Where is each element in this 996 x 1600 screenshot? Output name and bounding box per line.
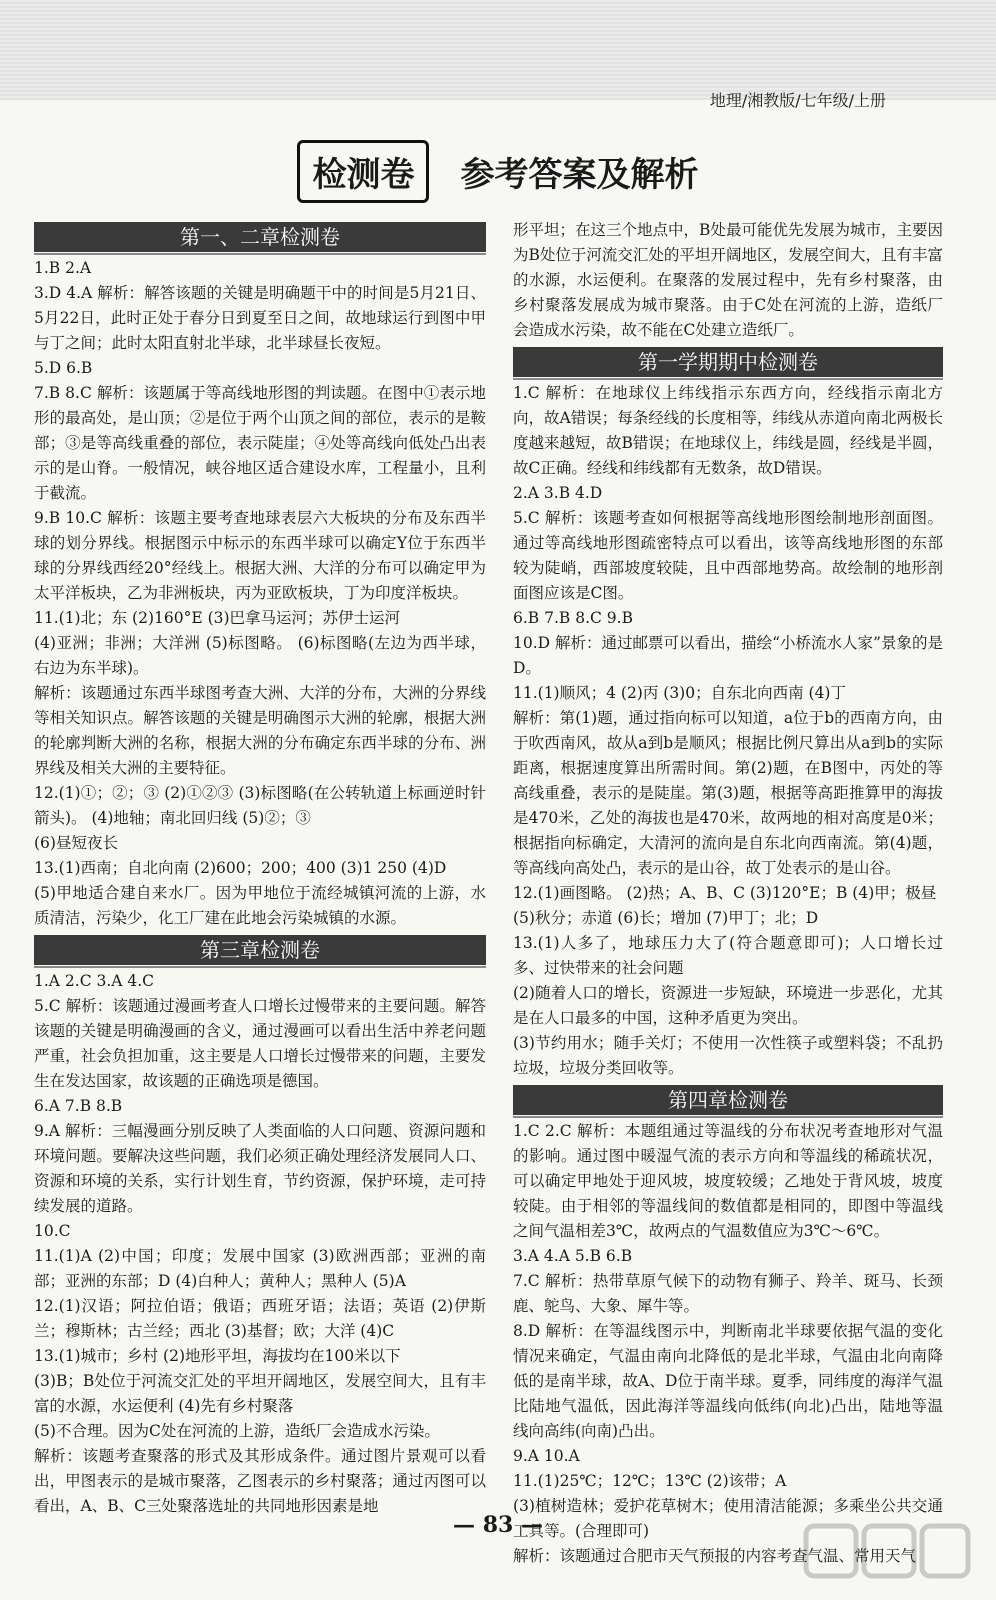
answer-paragraph: 解析：该题通过合肥市天气预报的内容考查气温、常用天气	[513, 1547, 917, 1565]
answer-paragraph: (5)甲地适合建自来水厂。因为甲地位于流经城镇河流的上游，水质清洁，污染少，化工厂建在此地会污染城镇的水源。	[34, 884, 486, 927]
answer-paragraph: 7.B 8.C 解析：该题属于等高线地形图的判读题。在图中①表示地形的最高处，是山顶；②是位于两个山顶之间的部位，表示的是鞍部；③是等高线重叠的部位，表示陡崖；④处等高线向低处凸出表示的是山脊。一般情况，峡谷地区适合建设水库，工程量小，且利于截流。	[34, 384, 486, 502]
page-title	[0, 140, 996, 203]
answer-paragraph: 9.B 10.C 解析：该题主要考查地球表层六大板块的分布及东西半球的划分界线。根据图示中标示的东西半球可以确定Y位于东西半球的分界线西经20°经线上。根据大洲、大洋的分布可以确定甲为太平洋板块，乙为非洲板块，丙为亚欧板块，丁为印度洋板块。	[34, 509, 486, 602]
answer-paragraph: 11.(1)北；东 (2)160°E (3)巴拿马运河；苏伊士运河	[34, 609, 401, 627]
answer-paragraph: (5)秋分；赤道 (6)长；增加 (7)甲丁；北；D	[513, 909, 819, 927]
answer-paragraph: (3)节约用水；随手关灯；不使用一次性筷子或塑料袋；不乱扔垃圾，垃圾分类回收等。	[513, 1034, 943, 1077]
answer-paragraph: 解析：该题考查聚落的形式及其形成条件。通过图片景观可以看出，甲图表示的是城市聚落，乙图表示的乡村聚落；通过丙图可以看出，A、B、C三处聚落选址的共同地形因素是地	[34, 1447, 486, 1515]
answer-paragraph: (3)B；B处位于河流交汇处的平坦开阔地区，发展空间大，且有丰富的水源，水运便利 (4)先有乡村聚落	[34, 1372, 486, 1415]
answer-paragraph: 13.(1)人多了，地球压力大了(符合题意即可)；人口增长过多、过快带来的社会问题	[513, 934, 943, 977]
answer-paragraph: 3.D 4.A 解析：解答该题的关键是明确题干中的时间是5月21日、5月22日，此时正处于春分日到夏至日之间，故地球运行到图中甲与丁之间；此时太阳直射北半球，北半球昼长夜短。	[34, 284, 486, 352]
answer-paragraph: (3)植树造林；爱护花草树木；使用清洁能源；多乘坐公共交通工具等。(合理即可)	[513, 1497, 943, 1540]
right-column	[513, 218, 943, 1569]
left-column	[34, 218, 486, 1519]
answer-list	[34, 256, 486, 931]
answer-paragraph: 1.C 解析：在地球仪上纬线指示东西方向，经线指示南北方向，故A错误；每条经线的长度相等，纬线从赤道向南北两极长度越来越短，故B错误；在地球仪上，纬线是圆，经线是半圆，故C正确。经线和纬线都有无数条，故D错误。	[513, 384, 943, 477]
answer-paragraph: 12.(1)画图略。 (2)热；A、B、C (3)120°E；B (4)甲；极昼	[513, 884, 937, 902]
answer-list	[34, 969, 486, 1519]
answer-paragraph: 5.C 解析：该题通过漫画考查人口增长过慢带来的主要问题。解答该题的关键是明确漫画的含义，通过漫画可以看出生活中养老问题严重，社会负担加重，这主要是人口增长过慢带来的问题，主要发生在发达国家，故该题的正确选项是德国。	[34, 997, 486, 1090]
answer-paragraph: 11.(1)顺风；4 (2)丙 (3)0；自东北向西南 (4)丁	[513, 684, 846, 702]
answer-paragraph: (6)昼短夜长	[34, 834, 118, 852]
answer-paragraph: 6.B 7.B 8.C 9.B	[513, 609, 633, 627]
answer-paragraph: 解析：该题通过东西半球图考查大洲、大洋的分布，大洲的分界线等相关知识点。解答该题的关键是明确图示大洲的轮廓，根据大洲的轮廓判断大洲的名称，根据大洲的分布确定东西半球的分布、洲界线及相关大洲的主要特征。	[34, 684, 486, 777]
answer-paragraph: 6.A 7.B 8.B	[34, 1097, 123, 1115]
subject-label: 地理/湘教版/七年级/上册	[709, 91, 886, 110]
page-number: — 83 —	[453, 1512, 543, 1538]
top-band	[0, 0, 996, 100]
answer-list	[513, 381, 943, 1081]
answer-paragraph: 12.(1)①；②；③ (2)①②③ (3)标图略(在公转轨道上标画逆时针箭头)。 (4)地轴；南北回归线 (5)②；③	[34, 784, 486, 827]
answer-paragraph: 7.C 解析：热带草原气候下的动物有狮子、羚羊、斑马、长颈鹿、鸵鸟、大象、犀牛等。	[513, 1272, 943, 1315]
answer-paragraph: 形平坦；在这三个地点中，B处最可能优先发展为城市，主要因为B处位于河流交汇处的平坦开阔地区，发展空间大，且有丰富的水源，水运便利。在聚落的发展过程中，先有乡村聚落，由乡村聚落发展成为城市聚落。由于C处在河流的上游，造纸厂会造成水污染，故不能在C处建立造纸厂。	[513, 221, 943, 339]
answer-paragraph: 5.C 解析：该题考查如何根据等高线地形图绘制地形剖面图。通过等高线地形图疏密特点可以看出，该等高线地形图的东部较为陡峭，西部坡度较陡，且中西部地势高。故绘制的地形剖面图应该是C图。	[513, 509, 943, 602]
answer-paragraph: 9.A 10.A	[513, 1447, 580, 1465]
answer-paragraph: 10.C	[34, 1222, 71, 1240]
answer-paragraph: (4)亚洲；非洲；大洋洲 (5)标图略。 (6)标图略(左边为西半球，右边为东半球)。	[34, 634, 486, 677]
watermark-logo	[802, 1520, 972, 1586]
answer-paragraph: 11.(1)25℃；12℃；13℃ (2)该带；A	[513, 1472, 787, 1490]
section-heading: 第一学期期中检测卷	[513, 347, 943, 377]
answer-paragraph: 11.(1)A (2)中国；印度；发展中国家 (3)欧洲西部；亚洲的南部；亚洲的东部；D (4)白种人；黄种人；黑种人 (5)A	[34, 1247, 486, 1290]
answer-paragraph: 9.A 解析：三幅漫画分别反映了人类面临的人口问题、资源问题和环境问题。要解决这些问题，我们必须正确处理经济发展同人口、资源和环境的关系，实行计划生育，节约资源，保护环境，走可持续发展的道路。	[34, 1122, 486, 1215]
title-text: 参考答案及解析	[460, 155, 699, 195]
answer-paragraph: 1.C 2.C 解析：本题组通过等温线的分布状况考查地形对气温的影响。通过图中暖湿气流的表示方向和等温线的稀疏状况，可以确定甲地处于迎风坡，坡度较缓；乙地处于背风坡，坡度较陡。由于相邻的等温线间的数值都是相同的，即图中等温线之间气温相差3℃，故两点的气温数值应为3℃～6℃。	[513, 1122, 943, 1240]
section-heading: 第三章检测卷	[34, 935, 486, 965]
answer-paragraph: 3.A 4.A 5.B 6.B	[513, 1247, 633, 1265]
answer-paragraph: 2.A 3.B 4.D	[513, 484, 603, 502]
answer-list	[513, 1119, 943, 1569]
answer-paragraph: (5)不合理。因为C处在河流的上游，造纸厂会造成水污染。	[34, 1422, 440, 1440]
answer-paragraph: 10.D 解析：通过邮票可以看出，描绘“小桥流水人家”景象的是D。	[513, 634, 943, 677]
section-heading: 第一、二章检测卷	[34, 222, 486, 252]
title-box: 检测卷	[297, 140, 429, 203]
answer-paragraph: 1.B 2.A	[34, 259, 92, 277]
answer-paragraph: 13.(1)城市；乡村 (2)地形平坦，海拔均在100米以下	[34, 1347, 401, 1365]
answer-paragraph: 12.(1)汉语；阿拉伯语；俄语；西班牙语；法语；英语 (2)伊斯兰；穆斯林；古兰经；西北 (3)基督；欧；大洋 (4)C	[34, 1297, 486, 1340]
answer-paragraph: 1.A 2.C 3.A 4.C	[34, 972, 155, 990]
answer-paragraph: 13.(1)西南；自北向南 (2)600；200；400 (3)1 250 (4)D	[34, 859, 447, 877]
answer-paragraph: 8.D 解析：在等温线图示中，判断南北半球要依据气温的变化情况来确定，气温由南向北降低的是北半球，气温由北向南降低的是南半球，故A、D位于南半球。夏季，同纬度的海洋气温比陆地气温低，因此海洋等温线向低纬(向北)凸出，陆地等温线向高纬(向南)凸出。	[513, 1322, 943, 1440]
section-heading: 第四章检测卷	[513, 1085, 943, 1115]
answer-paragraph: 5.D 6.B	[34, 359, 93, 377]
answer-paragraph: 解析：第(1)题，通过指向标可以知道，a位于b的西南方向，由于吹西南风，故从a到b是顺风；根据比例尺算出从a到b的实际距离，根据速度算出所需时间。第(2)题，在B图中，丙处的等高线重叠，表示的是陡崖。第(3)题，根据等高距推算甲的海拔是470米，乙处的海拔也是470米，故两地的相对高度是0米；根据指向标确定，大清河的流向是自东北向西南流。第(4)题，等高线向高处凸，表示的是山谷，故丁处表示的是山谷。	[513, 709, 943, 877]
answer-paragraph: (2)随着人口的增长，资源进一步短缺，环境进一步恶化，尤其是在人口最多的中国，这种矛盾更为突出。	[513, 984, 943, 1027]
